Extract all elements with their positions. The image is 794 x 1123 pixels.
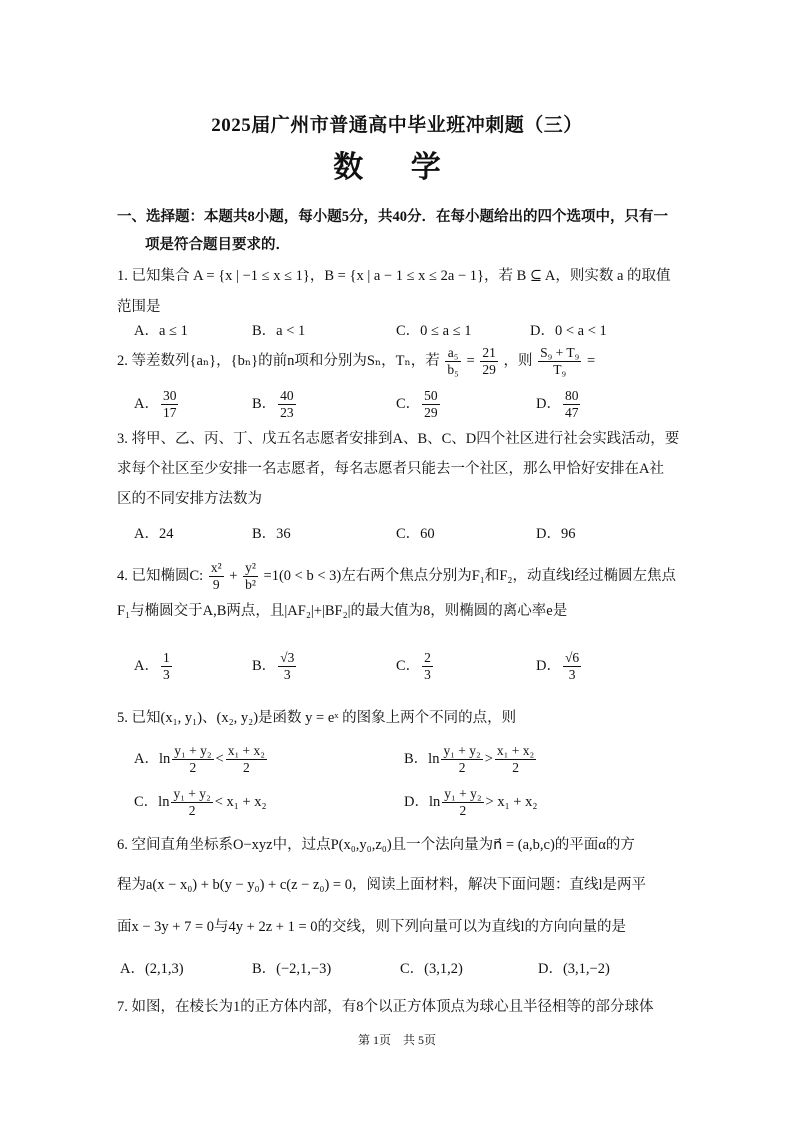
q3-option-a: A．24 [134,526,174,542]
q5-line-1: 5. 已知(x₁, y₁)、(x₂, y₂)是函数 y = eˣ 的图象上两个不同的点，则 [117,710,517,726]
q6-line-3: 面x − 3y + 7 = 0与4y + 2z + 1 = 0的交线，则下列向量可以为直线l的方向向量的是 [117,919,627,935]
exam-subject: 数 学 [333,151,461,184]
q7-line-1: 7. 如图，在棱长为1的正方体内部，有8个以正方体顶点为球心且半径相等的部分球体 [117,999,654,1015]
q3-option-d: D．96 [536,526,576,542]
q6-option-b: B．(−2,1,−3) [252,961,332,977]
q4-option-b: B． $\frac{√3}{3}$ [252,650,295,682]
q5-option-b: B．ln $\frac{\text{y₁ + y₂}}{2}$ > $\frac{\text{x₁ + x₂}}{2}$ [404,743,535,775]
section-line-1: 一、选择题：本题共8小题，每小题5分，共40分．在每小题给出的四个选项中，只有一 [117,209,668,225]
q5-option-d: D．ln $\frac{\text{y₁ + y₂}}{2}$ > x₁ + x₂ [404,786,538,818]
q4-option-d: D． $\frac{√6}{3}$ [536,650,580,682]
q2-option-b: B． $\frac{40}{23}$ [252,388,294,420]
q3-line-2: 求每个社区至少安排一名志愿者，每名志愿者只能去一个社区，那么甲恰好安排在A社 [117,461,664,477]
page-footer: 第 1页 共 5页 [357,1033,436,1047]
q1-line-1: 1. 已知集合 A = {x | −1 ≤ x ≤ 1}，B = {x | a − 1 ≤ x ≤ 2a − 1}，若 B ⊆ A，则实数 a 的取值 [117,268,671,284]
q3-line-3: 区的不同安排方法数为 [117,491,262,507]
q3-option-b: B．36 [252,526,291,542]
q6-option-c: C．(3,1,2) [400,961,463,977]
q1-option-b: B．a < 1 [252,323,306,339]
section-heading [117,203,687,259]
q2-stem: 2. 等差数列{aₙ}，{bₙ}的前n项和分别为Sₙ，Tₙ，若 $\frac{\text{a₅}}{\text{b₅}}$ = $\frac{21}{29}$ ，则 $\frac{\text{S₉ + T₉}}{\text{T₉}}$ = [117,345,596,377]
q4-option-a: A． $\frac{1}{3}$ [134,650,170,682]
q1-option-c: C．0 ≤ a ≤ 1 [396,323,472,339]
q3-line-1: 3. 将甲、乙、丙、丁、戊五名志愿者安排到A、B、C、D四个社区进行社会实践活动，要 [117,431,680,447]
q1-line-2: 范围是 [117,299,161,315]
q2-cond-value: $\frac{21}{29}$ [482,345,496,377]
q4-option-c: C． $\frac{2}{3}$ [396,650,431,682]
q5-option-c: C．ln $\frac{\text{y₁ + y₂}}{2}$ < x₁ + x₂ [134,786,267,818]
section-line-2: 项是符合题目要求的． [145,237,290,253]
q6-line-2: 程为a(x − x₀) + b(y − y₀) + c(z − z₀) = 0，阅读上面材料，解决下面问题：直线l是两平 [117,877,646,893]
q2-ask-frac: $\frac{\text{S₉ + T₉}}{\text{T₉}}$ [540,345,580,377]
q2-cond-frac: $\frac{\text{a₅}}{\text{b₅}}$ [447,345,459,377]
q2-option-c: C． $\frac{50}{29}$ [396,388,438,420]
q2-option-a: A． $\frac{30}{17}$ [134,388,177,420]
q1-option-d: D．0 < a < 1 [530,323,607,339]
q1-option-a: A．a ≤ 1 [134,323,188,339]
q2-option-d: D． $\frac{80}{47}$ [536,388,579,420]
q4-frac-y: $\frac{\text{y²}}{\text{b²}}$ [245,560,256,592]
q6-option-d: D．(3,1,−2) [538,961,610,977]
q5-option-a: A．ln $\frac{\text{y₁ + y₂}}{2}$ < $\frac{\text{x₁ + x₂}}{2}$ [134,743,265,775]
q4-frac-x: $\frac{\text{x²}}{9}$ [210,560,222,592]
q4-line-2: F₁与椭圆交于A,B两点，且|AF₂|+|BF₂|的最大值为8，则椭圆的离心率e是 [117,603,568,619]
q3-option-c: C．60 [396,526,435,542]
q6-option-a: A．(2,1,3) [120,961,184,977]
q6-line-1: 6. 空间直角坐标系O−xyz中，过点P(x₀,y₀,z₀)且一个法向量为n⃗ = (a,b,c)的平面α的方 [117,837,635,853]
exam-title: 2025届广州市普通高中毕业班冲刺题（三） [211,115,583,136]
q4-stem-line-1: 4. 已知椭圆C: $\frac{\text{x²}}{9}$ + $\frac{\text{y²}}{\text{b²}}$ =1(0 < b < 3)左右两个焦点分别为F₁和F₂，动直线l经过椭圆左焦点 [117,560,676,592]
